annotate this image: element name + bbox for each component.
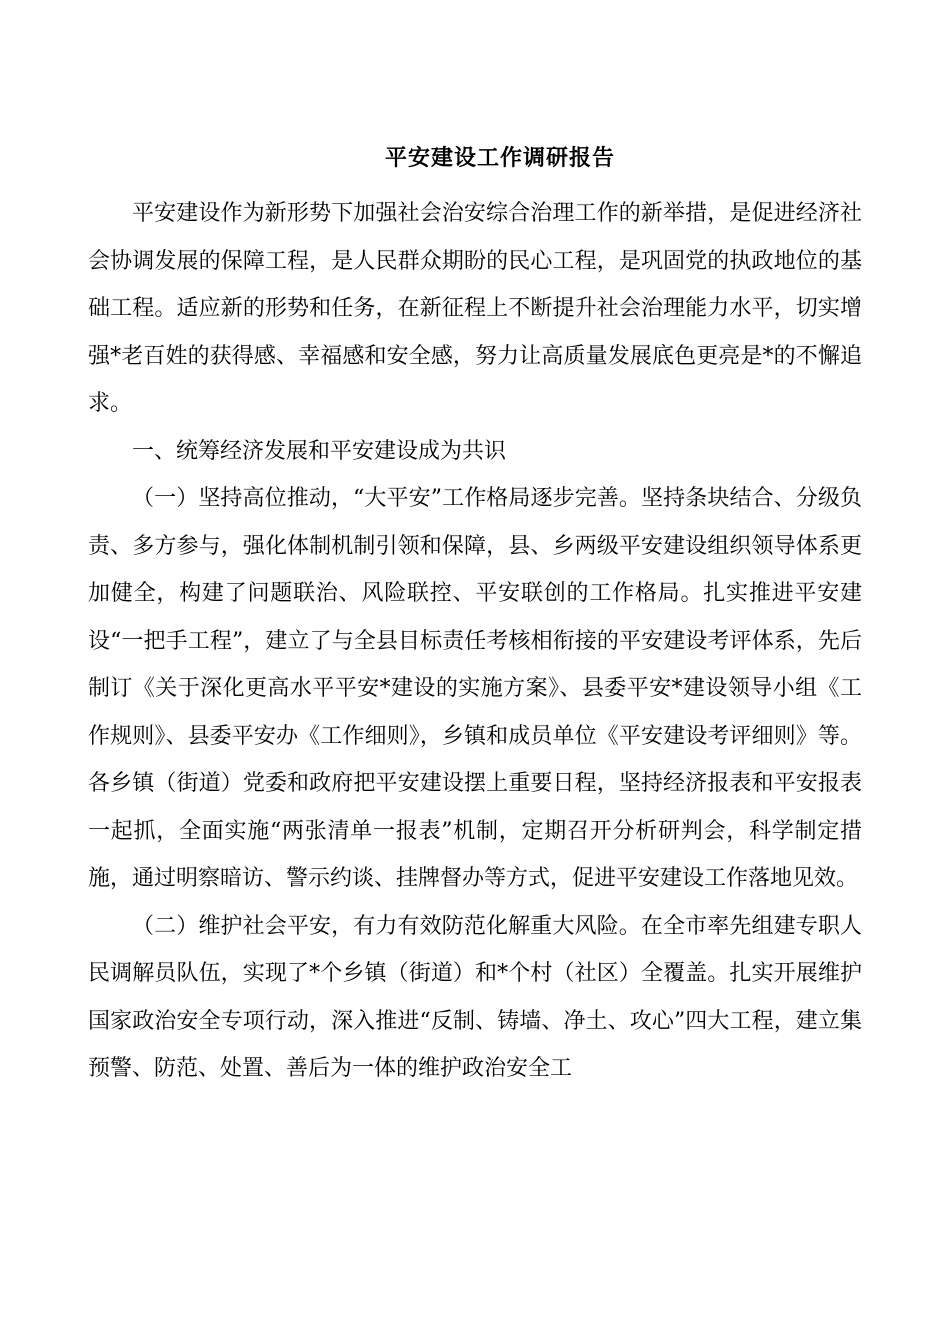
paragraph-item-1: （一）坚持高位推动，“大平安”工作格局逐步完善。坚持条块结合、分级负责、多方参与，强化体制机制引领和保障，县、乡两级平安建设组织领导体系更加健全，构建了问题联治、风险联控、平安联创的工作格局。扎实推进平安建设“一把手工程”，建立了与全县目标责任考核相衔接的平安建设考评体系，先后制订《关于深化更高水平平安*建设的实施方案》、县委平安*建设领导小组《工作规则》、县委平安办《工作细则》，乡镇和成员单位《平安建设考评细则》等。各乡镇（街道）党委和政府把平安建设摆上重要日程，坚持经济报表和平安报表一起抓，全面实施“两张清单一报表”机制，定期召开分析研判会，科学制定措施，通过明察暗访、警示约谈、挂牌督办等方式，促进平安建设工作落地见效。 xyxy=(88,486,862,891)
section-heading-1: 一、统筹经济发展和平安建设成为共识 xyxy=(132,438,507,464)
paragraph-item-2: （二）维护社会平安，有力有效防范化解重大风险。在全市率先组建专职人民调解员队伍，实现了*个乡镇（街道）和*个村（社区）全覆盖。扎实开展维护国家政治安全专项行动，深入推进“反制、铸墙、净土、攻心”四大工程，建立集预警、防范、处置、善后为一体的维护政治安全工 xyxy=(88,913,862,1081)
document-body xyxy=(88,190,862,1093)
document-title: 平安建设工作调研报告 xyxy=(384,145,615,171)
intro-paragraph: 平安建设作为新形势下加强社会治安综合治理工作的新举措，是促进经济社会协调发展的保障工程，是人民群众期盼的民心工程，是巩固党的执政地位的基础工程。适应新的形势和任务，在新征程上不断提升社会治理能力水平，切实增强*老百姓的获得感、幸福感和安全感，努力让高质量发展底色更亮是*的不懈追求。 xyxy=(88,201,862,416)
